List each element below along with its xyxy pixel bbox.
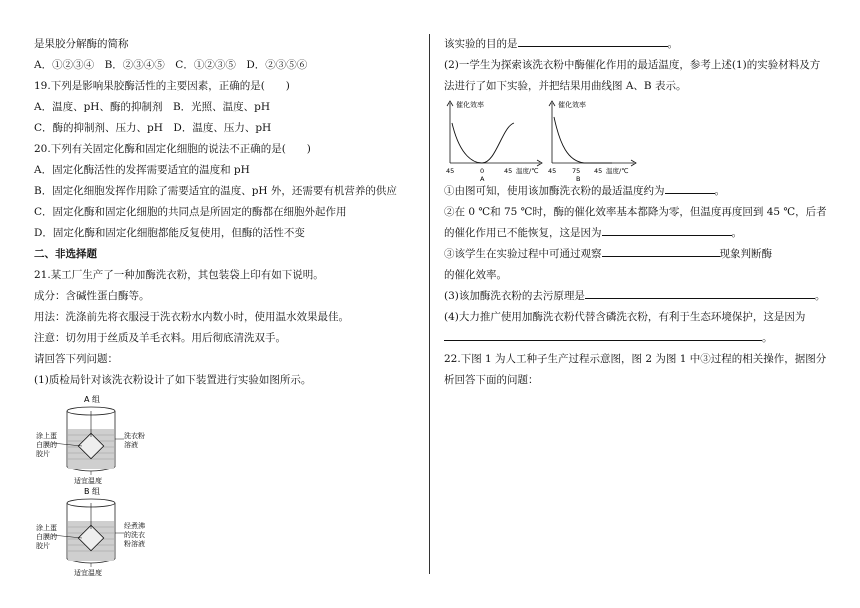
graph-b-tick-1: 45: [548, 167, 557, 175]
question-22-line1: 22.下图 1 为人工种子生产过程示意图，图 2 为图 1 中③过程的相关操作，据图分: [444, 353, 827, 365]
q-temperature-line2: [444, 223, 832, 244]
label-b-right-1: 经煮沸: [124, 522, 145, 530]
q21-part1: (1)质检局针对该洗衣粉设计了如下装置进行实验如图所示。: [34, 374, 312, 386]
q19-options-ab: A．温度、pH、酶的抑制剂 B．光照、温度、pH: [34, 101, 271, 113]
observe-suffix: 现象判断酶: [719, 248, 772, 260]
reason-prompt: 的催化作用已不能恢复，这是因为: [444, 227, 602, 239]
graph-b-caption: B: [576, 175, 581, 181]
question-20: 20.下列有关固定化酶和固定化细胞的说法不正确的是( ): [34, 143, 311, 155]
label-a-left-3: 胶片: [36, 450, 50, 458]
period: 。: [762, 332, 773, 344]
q20-option-a: A．固定化酶活性的发挥需要适宜的温度和 pH: [34, 164, 250, 176]
label-b-right-2: 的洗衣: [124, 531, 145, 539]
question-19: 19.下列是影响果胶酶活性的主要因素，正确的是( ): [34, 80, 290, 92]
usage-text: 用法：洗涤前先将衣服浸于洗衣粉水内数小时，使用温水效果最佳。: [34, 311, 349, 323]
beaker-diagram: [34, 391, 184, 591]
label-a-left-1: 涂上蛋: [36, 432, 57, 440]
group-a-title: A 组: [84, 395, 101, 404]
answer-blank[interactable]: [665, 181, 715, 194]
q-observe-line1: [444, 244, 832, 265]
question-22-line2: 析回答下面的问题：: [444, 374, 539, 386]
part2-line2: 法进行了如下实验，并把结果用曲线图 A、B 表示。: [444, 80, 687, 92]
q-environment-line1: (4)大力推广使用加酶洗衣粉代替含磷洗衣粉，有利于生态环境保护，这是因为: [444, 311, 806, 323]
q-principle: [444, 286, 832, 307]
graph-a-xlabel: 温度/℃: [516, 167, 539, 175]
graph-a-ylabel: 催化效率: [456, 101, 484, 109]
caution-text: 注意：切勿用于丝质及羊毛衣料。用后彻底清洗双手。: [34, 332, 286, 344]
principle-prompt: (3)该加酶洗衣粉的去污原理是: [444, 290, 585, 302]
group-b-title: B 组: [84, 487, 101, 496]
graph-b-curve: [554, 117, 612, 163]
period: 。: [714, 185, 725, 197]
label-b-right-3: 粉溶液: [124, 540, 145, 548]
label-a-right-2: 溶液: [124, 441, 138, 449]
efficiency-graphs: [444, 97, 654, 181]
graph-b-tick-2: 75: [572, 167, 581, 175]
answer-blank[interactable]: [444, 328, 762, 341]
part2-line1: (2)一学生为探索该洗衣粉中酶催化作用的最适温度，参考上述(1)的实验材料及方: [444, 59, 821, 71]
experiment-figure: [34, 391, 414, 591]
q-optimum-temp: [444, 181, 832, 202]
left-column: [34, 34, 414, 591]
answer-blank[interactable]: [585, 286, 815, 299]
text-line: 是果胶分解酶的简称: [34, 38, 129, 50]
label-a-right-1: 洗衣粉: [124, 432, 145, 440]
graphs-figure: [444, 97, 832, 181]
label-a-bottom: 适宜温度: [74, 477, 102, 485]
q20-option-d: D．固定化酶和固定化细胞都能反复使用，但酶的活性不变: [34, 227, 305, 239]
question-21: 21.某工厂生产了一种加酶洗衣粉，其包装袋上印有如下说明。: [34, 269, 324, 281]
ingredient-text: 成分：含碱性蛋白酶等。: [34, 290, 150, 302]
answer-prompt: 请回答下列问题：: [34, 353, 118, 365]
q-temperature-line1: ②在 0 ℃和 75 ℃时，酶的催化效率基本都降为零，但温度再度回到 45 ℃，后者: [444, 206, 827, 218]
graph-a-tick-1: 45: [446, 167, 455, 175]
answer-blank[interactable]: [602, 223, 732, 236]
optimum-prompt: ①由图可知，使用该加酶洗衣粉的最适温度约为: [444, 185, 665, 197]
column-divider: [429, 34, 430, 574]
graph-a-curve: [452, 123, 514, 163]
graph-a-tick-3: 45: [504, 167, 513, 175]
q19-options-cd: C．酶的抑制剂、压力、pH D．温度、压力、pH: [34, 122, 272, 134]
observe-prompt: ③该学生在实验过程中可通过观察: [444, 248, 602, 260]
purpose-prompt: 该实验的目的是: [444, 38, 518, 50]
experiment-purpose-line: [444, 34, 832, 55]
graph-a-caption: A: [480, 175, 485, 181]
section-heading: 二、非选择题: [34, 248, 97, 260]
graph-b-tick-3: 45: [594, 167, 603, 175]
label-b-left-3: 胶片: [36, 542, 50, 550]
q18-options: A．①②③④ B．②③④⑤ C．①②③⑤ D．②③⑤⑥: [34, 59, 308, 71]
label-b-left-1: 涂上蛋: [36, 524, 57, 532]
q-observe-line2: 的催化效率。: [444, 269, 507, 281]
answer-blank[interactable]: [518, 34, 668, 47]
label-a-left-2: 白膜的: [36, 441, 57, 449]
graph-a-tick-2: 0: [480, 167, 485, 175]
period: 。: [814, 290, 826, 302]
answer-blank[interactable]: [602, 244, 720, 257]
period: 。: [667, 38, 678, 50]
graph-b-xlabel: 温度/℃: [606, 167, 629, 175]
period: 。: [731, 227, 742, 239]
graph-b-ylabel: 催化效率: [558, 101, 586, 109]
q20-option-c: C．固定化酶和固定化细胞的共同点是所固定的酶都在细胞外起作用: [34, 206, 347, 218]
right-column: [444, 34, 832, 391]
label-b-left-2: 白膜的: [36, 533, 57, 541]
q-environment-line2: [444, 328, 832, 349]
label-b-bottom: 适宜温度: [74, 569, 102, 577]
q20-option-b: B．固定化细胞发挥作用除了需要适宜的温度、pH 外，还需要有机营养的供应: [34, 185, 397, 197]
